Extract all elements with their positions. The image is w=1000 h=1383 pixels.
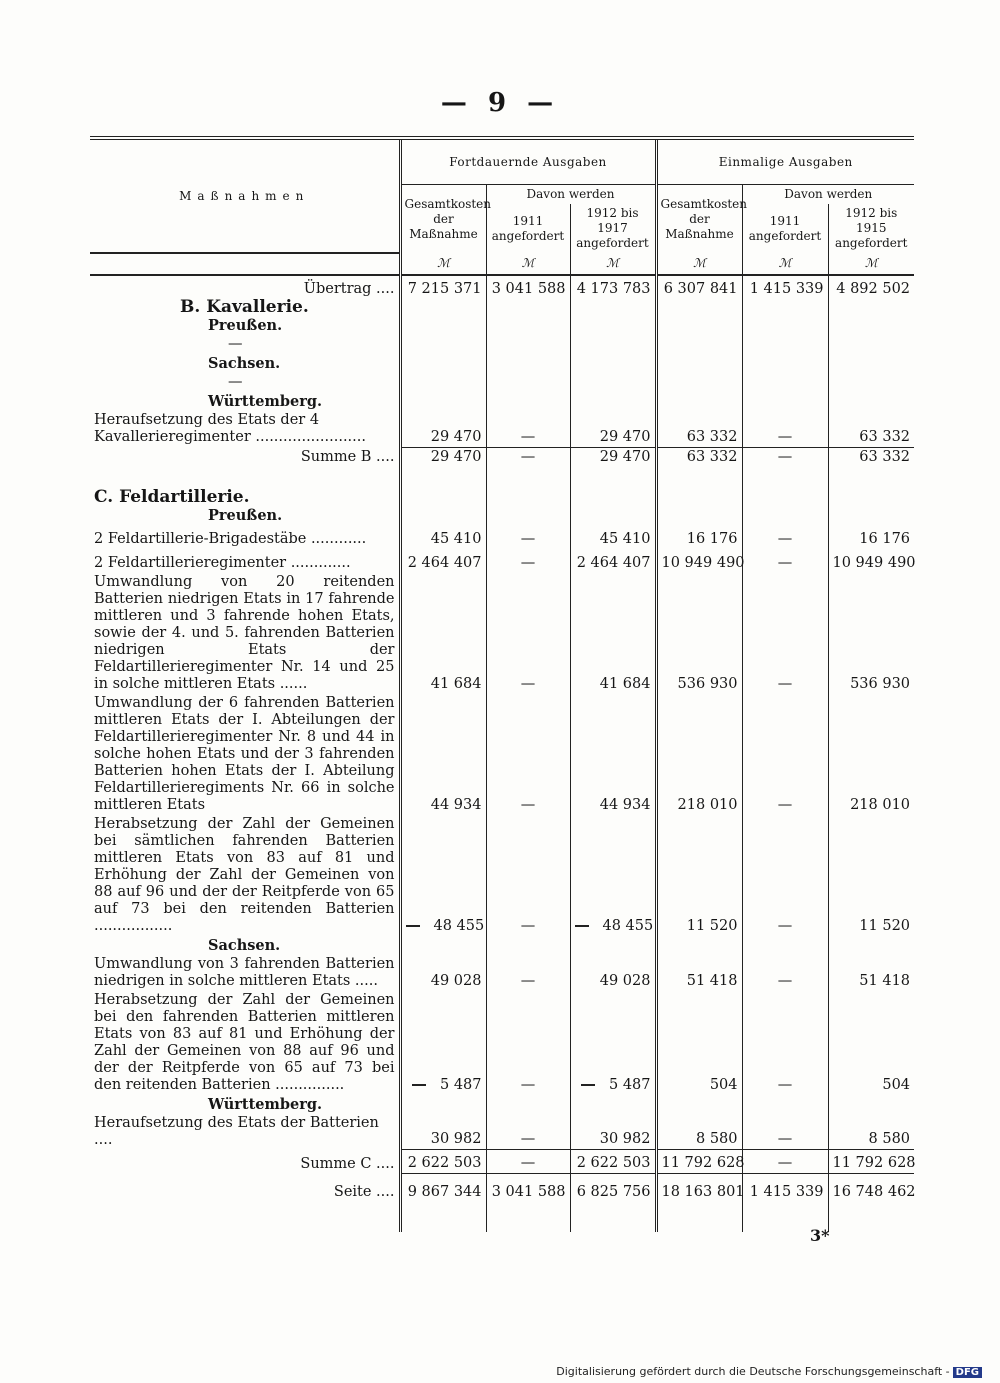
- cell-value: —: [486, 991, 570, 1095]
- row-label: Herabsetzung der Zahl der Gemeinen bei den fahrenden Batterien mittleren Etats von 83 auf 81 und Erhöhung der Zahl der Gemeinen von 88 auf 96 und der der Reitpferde von 65 auf 73 bei den reitenden Batterien ...............: [94, 991, 395, 1093]
- state-heading: Sachsen.: [208, 355, 281, 372]
- header-massnahmen: Maßnahmen: [90, 138, 400, 253]
- minus-sign: [575, 925, 589, 927]
- dfg-logo: DFG: [953, 1367, 982, 1378]
- section-b: [90, 299, 914, 317]
- cell-value: 9 867 344: [400, 1174, 486, 1202]
- cell-value: —: [742, 573, 828, 694]
- header-fortdauernde: Fortdauernde Ausgaben: [400, 138, 656, 185]
- cell-value: 63 332: [656, 447, 742, 467]
- empty-dash: —: [228, 336, 243, 352]
- cell-value: 2 622 503: [400, 1150, 486, 1174]
- unit-mark: ℳ: [400, 253, 486, 275]
- cell-value: 16 176: [828, 525, 914, 549]
- table-row: [90, 694, 914, 815]
- header-gesamt-1: Gesamtkosten der Maßnahme: [400, 185, 486, 254]
- cell-value: 29 470: [400, 411, 486, 447]
- state-row: [90, 317, 914, 335]
- cell-value: 45 410: [400, 525, 486, 549]
- cell-value: 4 892 502: [828, 275, 914, 299]
- table-row: [90, 955, 914, 991]
- header-1912-1915: 1912 bis 1915 angefordert: [828, 204, 914, 253]
- cell-value: —: [742, 1114, 828, 1150]
- digitization-credit: [556, 1365, 982, 1378]
- cell-value: 2 622 503: [570, 1150, 656, 1174]
- cell-value: 49 028: [400, 955, 486, 991]
- row-label: Summe C ....: [300, 1155, 395, 1172]
- cell-value: 16 176: [656, 525, 742, 549]
- cell-value: —: [742, 411, 828, 447]
- cell-value: 63 332: [828, 411, 914, 447]
- cell-value: 5 487: [439, 1076, 482, 1093]
- cell-value: 41 684: [570, 573, 656, 694]
- cell-value: 1 415 339: [742, 1174, 828, 1202]
- row-label: Seite ....: [333, 1183, 395, 1200]
- row-label: 2 Feldartillerie-Brigadestäbe ............: [94, 530, 367, 547]
- cell-value: 63 332: [828, 447, 914, 467]
- cell-value: —: [486, 525, 570, 549]
- row-label: Umwandlung von 3 fahrenden Batterien niedrigen in solche mittleren Etats .....: [94, 955, 395, 989]
- state-row: [90, 507, 914, 525]
- cell-value: 4 173 783: [570, 275, 656, 299]
- cell-value: —: [742, 694, 828, 815]
- cell-value: 8 580: [828, 1114, 914, 1150]
- cell-value: 10 949 490: [828, 549, 914, 573]
- budget-table: [90, 136, 914, 1232]
- cell-value: 44 934: [400, 694, 486, 815]
- row-label: Übertrag ....: [303, 281, 395, 297]
- cell-value: 536 930: [656, 573, 742, 694]
- minus-sign: [412, 1084, 426, 1086]
- row-label: Heraufsetzung des Etats der 4 Kavallerieregimenter ........................: [94, 412, 366, 445]
- cell-value: 29 470: [570, 411, 656, 447]
- state-row: [90, 392, 914, 411]
- cell-value: 2 464 407: [570, 549, 656, 573]
- cell-value: —: [486, 573, 570, 694]
- table-body: [90, 275, 914, 1232]
- cell-value: —: [742, 991, 828, 1095]
- row-label: Summe B ....: [300, 448, 395, 465]
- cell-value: 1 415 339: [742, 275, 828, 299]
- cell-value: 3 041 588: [486, 1174, 570, 1202]
- unit-mark: ℳ: [656, 253, 742, 275]
- row-label: Heraufsetzung des Etats der Batterien ....: [94, 1114, 379, 1148]
- table-row: [90, 815, 914, 936]
- cell-value: 5 487: [608, 1076, 651, 1093]
- cell-value-negative: [570, 991, 656, 1095]
- table-row: [90, 549, 914, 573]
- header-gesamt-2: Gesamtkosten der Maßnahme: [656, 185, 742, 254]
- cell-value: 29 470: [570, 447, 656, 467]
- table-row: [90, 525, 914, 549]
- state-heading: Württemberg.: [208, 1095, 323, 1113]
- row-label: Herabsetzung der Zahl der Gemeinen bei sämtlichen fahrenden Batterien mittleren Etats von 83 auf 81 und Erhöhung der Zahl der Gemeinen von 88 auf 96 und der der Reitpferde von 65 auf 73 bei den reitenden Batterien .................: [94, 815, 395, 934]
- cell-value: 11 792 628: [656, 1150, 742, 1174]
- unit-mark: ℳ: [828, 253, 914, 275]
- cell-value: —: [486, 1150, 570, 1174]
- cell-value: —: [486, 955, 570, 991]
- cell-value: 48 455: [433, 917, 485, 934]
- header-davon-1: Davon werden: [486, 185, 656, 205]
- signature-mark: 3*: [810, 1226, 830, 1245]
- state-row: [90, 936, 914, 955]
- cell-value: —: [486, 694, 570, 815]
- cell-value: 41 684: [400, 573, 486, 694]
- unit-mark: ℳ: [570, 253, 656, 275]
- header-davon-2: Davon werden: [742, 185, 914, 205]
- dash-row: [90, 335, 914, 354]
- row-label: Umwandlung der 6 fahrenden Batterien mittleren Etats der I. Abteilungen der Feldartillerieregimenter Nr. 8 und 44 in solche hohen Etats und der 3 fahrenden Batterien hohen Etats der I. Abteilung Feldartillerieregiments Nr. 66 in solche mittleren Etats: [94, 694, 395, 813]
- cell-value: 11 792 628: [828, 1150, 914, 1174]
- cell-value: 2 464 407: [400, 549, 486, 573]
- cell-value: 218 010: [656, 694, 742, 815]
- cell-value: 504: [656, 991, 742, 1095]
- cell-value: 30 982: [400, 1114, 486, 1150]
- cell-value: —: [486, 447, 570, 467]
- cell-value: 48 455: [602, 917, 654, 934]
- row-uebertrag: [90, 275, 914, 299]
- minus-sign: [581, 1084, 595, 1086]
- cell-value: 30 982: [570, 1114, 656, 1150]
- cell-value: 51 418: [828, 955, 914, 991]
- row-label: 2 Feldartillerieregimenter .............: [94, 554, 351, 571]
- cell-value: —: [486, 1114, 570, 1150]
- header-unit-spacer: [90, 253, 400, 275]
- cell-value: 29 470: [400, 447, 486, 467]
- cell-value: 504: [828, 991, 914, 1095]
- cell-value: 536 930: [828, 573, 914, 694]
- cell-value-negative: [400, 991, 486, 1095]
- cell-value: 6 825 756: [570, 1174, 656, 1202]
- minus-sign: [406, 925, 420, 927]
- cell-value: 49 028: [570, 955, 656, 991]
- row-summe-b: [90, 447, 914, 467]
- page-number: — 9 —: [440, 88, 560, 118]
- cell-value: —: [742, 549, 828, 573]
- cell-value: —: [742, 447, 828, 467]
- section-c: [90, 467, 914, 507]
- header-1911-a: 1911 angefordert: [486, 204, 570, 253]
- header-1912-1917: 1912 bis 1917 angefordert: [570, 204, 656, 253]
- cell-value: 7 215 371: [400, 275, 486, 299]
- state-heading: Sachsen.: [208, 936, 281, 954]
- cell-value-negative: [570, 815, 656, 936]
- state-heading: Preußen.: [208, 317, 283, 334]
- cell-value: —: [486, 549, 570, 573]
- cell-value: —: [742, 1150, 828, 1174]
- cell-value: —: [486, 411, 570, 447]
- table-row: [90, 573, 914, 694]
- empty-dash: —: [228, 374, 243, 390]
- credit-text: Digitalisierung gefördert durch die Deutsche Forschungsgemeinschaft -: [556, 1365, 950, 1378]
- header-einmalige: Einmalige Ausgaben: [656, 138, 914, 185]
- cell-value: 51 418: [656, 955, 742, 991]
- cell-value: 218 010: [828, 694, 914, 815]
- header-1911-b: 1911 angefordert: [742, 204, 828, 253]
- dash-row: [90, 373, 914, 392]
- section-title: C. Feldartillerie.: [94, 486, 250, 507]
- cell-value: —: [486, 815, 570, 936]
- cell-value: 11 520: [828, 815, 914, 936]
- cell-value: 8 580: [656, 1114, 742, 1150]
- cell-value: 18 163 801: [656, 1174, 742, 1202]
- table-tail: [90, 1202, 914, 1232]
- state-heading: Preußen.: [208, 506, 283, 524]
- cell-value: 16 748 462: [828, 1174, 914, 1202]
- row-summe-c: [90, 1150, 914, 1174]
- cell-value: —: [742, 525, 828, 549]
- row-label: Umwandlung von 20 reitenden Batterien niedrigen Etats in 17 fahrende mittleren und 3 fahrende hohen Etats, sowie der 4. und 5. fahrenden Batterien niedrigen Etats der Feldartillerieregimenter Nr. 14 und 25 in solche mittleren Etats ......: [94, 573, 395, 692]
- row-seite: [90, 1174, 914, 1202]
- cell-value: 6 307 841: [656, 275, 742, 299]
- table-header: [90, 138, 914, 275]
- cell-value-negative: [400, 815, 486, 936]
- section-title: B. Kavallerie.: [180, 297, 309, 317]
- cell-value: —: [742, 955, 828, 991]
- cell-value: 44 934: [570, 694, 656, 815]
- state-row: [90, 1095, 914, 1114]
- cell-value: —: [742, 815, 828, 936]
- unit-mark: ℳ: [486, 253, 570, 275]
- unit-mark: ℳ: [742, 253, 828, 275]
- cell-value: 3 041 588: [486, 275, 570, 299]
- cell-value: 63 332: [656, 411, 742, 447]
- cell-value: 10 949 490: [656, 549, 742, 573]
- cell-value: 11 520: [656, 815, 742, 936]
- table-row: [90, 991, 914, 1095]
- cell-value: 45 410: [570, 525, 656, 549]
- state-heading: Württemberg.: [208, 393, 323, 410]
- state-row: [90, 354, 914, 373]
- table-row: [90, 1114, 914, 1150]
- table-row: [90, 411, 914, 447]
